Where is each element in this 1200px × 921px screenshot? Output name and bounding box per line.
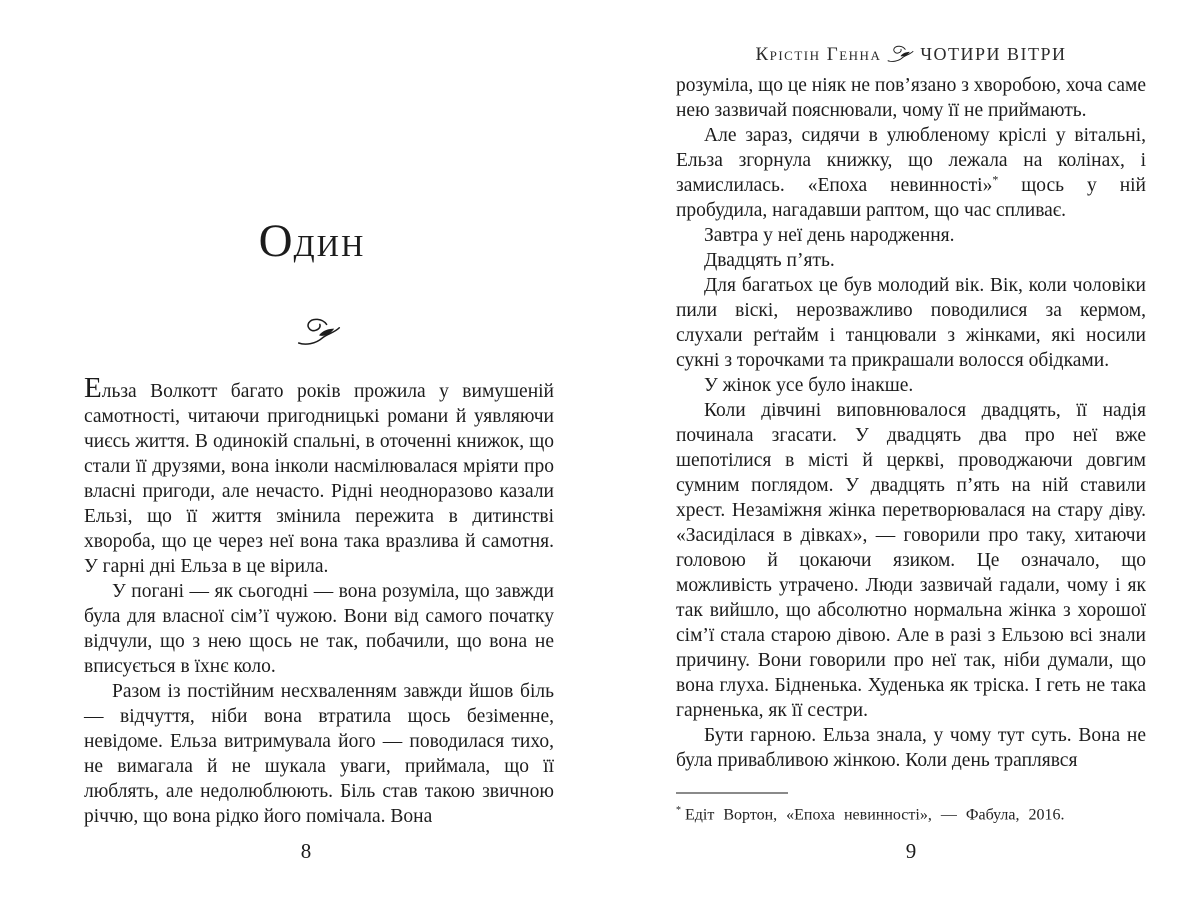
footnote [676,805,1146,824]
paragraph: Завтра у неї день народження. [704,225,955,246]
paragraph-text: щось у ній пробудила, нагадавши раптом, що час спливає. [676,175,1146,221]
left-page-text [84,374,554,829]
chapter-title-initial: О [258,215,294,267]
right-page [676,0,1146,921]
paragraph: Бути гарною. Ельза знала, у чому тут суть. Вона не була привабливою жінкою. Коли день траплявся [676,725,1146,771]
paragraph: У погані — як сьогодні — вона розуміла, що завжди була для власної сім’ї чужою. Вони від самого початку відчули, що з нею щось не так, побачили, що вона не вписується в їхнє коло. [84,581,554,677]
chapter-title-rest: ДИН [293,228,366,263]
paragraph: Для багатьох це був молодий вік. Вік, коли чоловіки пили віскі, нерозважливо поводилися за кермом, слухали реґтайм і танцювали з жінками, які носили сукні з торочками та прикрашали волосся обідками. [676,275,1146,371]
footnote-divider [676,792,788,794]
footnote-text: Едіт Вортон, «Епоха невинності», — Фабула, 2016. [685,806,1065,824]
paragraph: У жінок усе було інакше. [704,375,914,396]
chapter-title [84,215,540,267]
header-book-title: ЧОТИРИ ВІТРИ [920,44,1067,64]
paragraph: розуміла, що це ніяк не пов’язано з хворобою, хоча саме нею зазвичай пояснювали, чому її не приймають. [676,75,1146,121]
paragraph [84,374,554,579]
footnote-marker: * [676,805,681,816]
left-page [84,0,554,921]
running-header [676,44,1146,66]
footnote-reference: * [992,172,999,187]
right-page-text [676,73,1146,773]
paragraph: Разом із постійним несхваленням завжди йшов біль — відчуття, ніби вона втратила щось безіменне, невідоме. Ельза витримувала його — поводилася тихо, не вимагала й не шукала уваги, приймала, що її люблять, але недолюблюють. Біль став такою звичною річчю, що вона рідко його помічала. Вона [84,681,554,827]
paragraph: Двадцять п’ять. [704,250,835,271]
bird-flourish-icon [881,47,920,64]
paragraph [676,123,1146,223]
header-author-name: Крістін Генна [755,44,882,65]
paragraph-text: льза Волкотт багато років прожила у вимушеній самотності, читаючи пригодницькі романи й уявляючи чиєсь життя. В одинокій спальні, в оточенні книжок, що стали її друзями, вона інколи насмілювалася мріяти про власні пригоди, але нечасто. Рідні неодноразово казали Ельзі, що її життя змінила пережита в дитинстві хвороба, що це через неї вона така вразлива й самотня. У гарні дні Ельза в це вірила. [84,381,554,577]
paragraph-text: Але зараз, сидячи в улюбленому кріслі у вітальні, Ельза згорнула книжку, що лежала на колінах, і замислилась. «Епоха невинності» [676,125,1146,196]
drop-cap-initial: Е [84,372,102,404]
page-number: 9 [905,839,917,863]
paragraph: Коли дівчині виповнювалося двадцять, її надія починала згасати. У двадцять два про неї вже шепотілися в місті й церкві, проводжаючи довгим сумним поглядом. У двадцять п’ять на ній ставили хрест. Незаміжня жінка перетворювалася на стару діву. «Засиділася в дівках», — говорили про таку, хитаючи головою й цокаючи язиком. Це означало, що можливість утрачено. Люди зазвичай гадали, чому і як так вийшло, що абсолютно нормальна жінка з хорошої сім’ї стала старою дівою. Але в разі з Ельзою всі знали причину. Вони говорили про неї так, ніби думали, що вона глуха. Бідненька. Худенька як тріска. І геть не така гарненька, як її сестри. [676,400,1146,721]
bird-flourish-icon [297,316,341,353]
page-number: 8 [300,839,312,863]
